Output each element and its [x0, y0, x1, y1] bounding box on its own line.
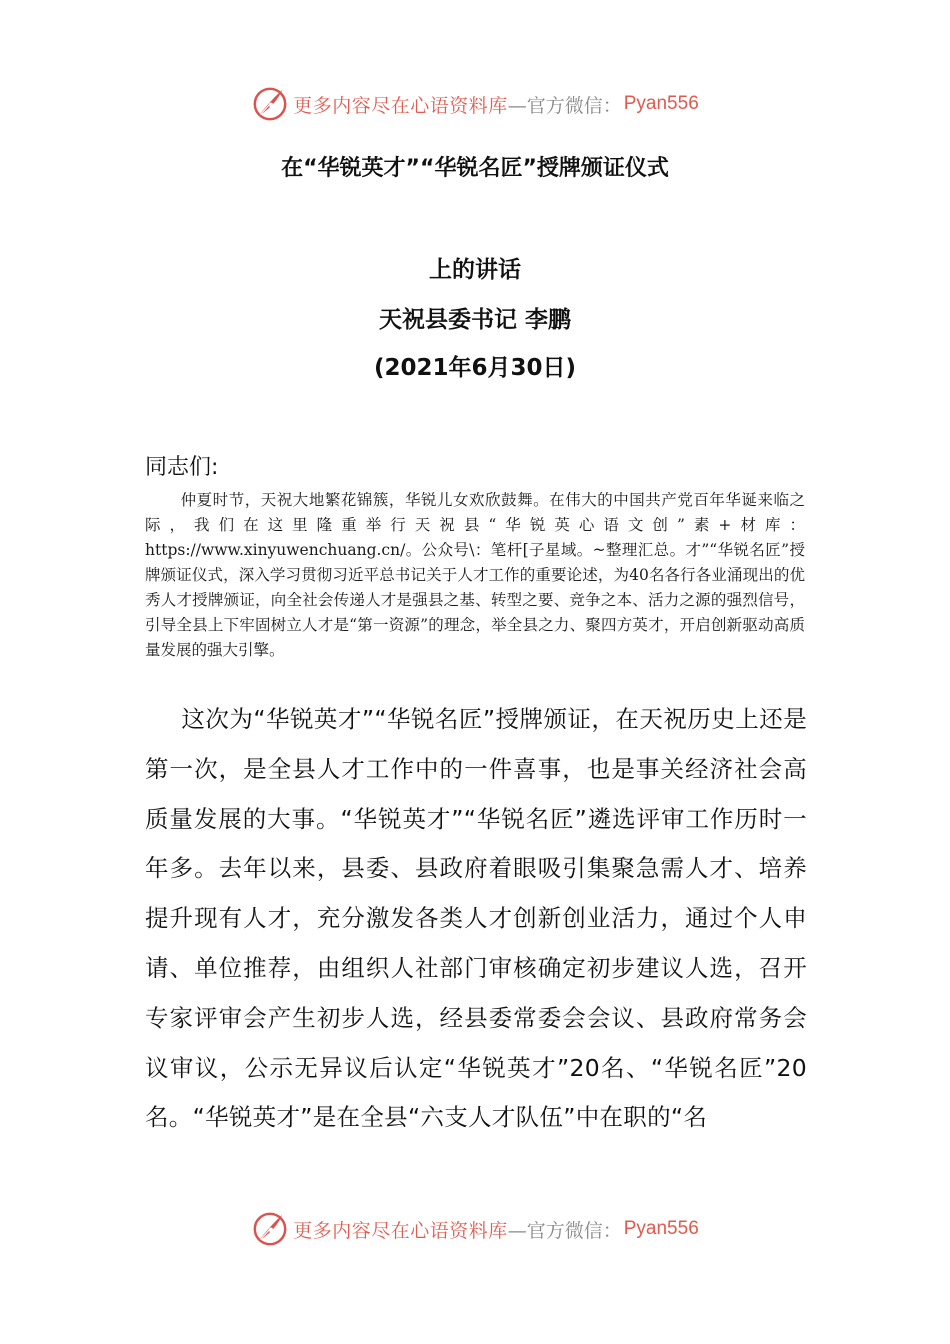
document-date: (2021年6月30日)	[373, 355, 577, 381]
watermark-official-label: —官方微信：	[507, 94, 622, 117]
quill-pen-logo-icon	[251, 1210, 289, 1248]
watermark-official-label: —官方微信：	[507, 1219, 622, 1242]
document-title: 在“华锐英才”“华锐名匠”授牌颁证仪式	[281, 156, 669, 181]
paragraph-opening: 仲夏时节，天祝大地繁花锦簇，华锐儿女欢欣鼓舞。在伟大的中国共产党百年华诞来临之际，我们在这里隆重举行天祝县“华锐英心语文创”素+材库：https://www.xinyuwenchuang.cn/。公众号\：笔杆[子星域。~整理汇总。才”“华锐名匠”授牌颁证仪式，深入学习贯彻习近平总书记关于人才工作的重要论述，为40名各行各业涌现出的优秀人才授牌颁证，向全社会传递人才是强县之基、转型之要、竞争之本、活力之源的强烈信号，引导全县上下牢固树立人才是“第一资源”的理念，举全县之力、聚四方英才，开启创新驱动高质量发展的强大引擎。	[145, 491, 805, 659]
watermark-text: 更多内容尽在心语资料库	[293, 94, 508, 117]
document-subtitle: 上的讲话	[429, 257, 521, 283]
watermark-wechat-id: Pyan556	[623, 1218, 699, 1239]
watermark-text: 更多内容尽在心语资料库	[293, 1219, 508, 1242]
watermark-header	[0, 84, 950, 124]
salutation: 同志们:	[145, 455, 219, 480]
paragraph-body: 这次为“华锐英才”“华锐名匠”授牌颁证，在天祝历史上还是第一次，是全县人才工作中的一件喜事，也是事关经济社会高质量发展的大事。“华锐英才”“华锐名匠”遴选评审工作历时一年多。去年以来，县委、县政府着眼吸引集聚急需人才、培养提升现有人才，充分激发各类人才创新创业活力，通过个人申请、单位推荐，由组织人社部门审核确定初步建议人选，召开专家评审会产生初步人选，经县委常委会会议、县政府常务会议审议，公示无异议后认定“华锐英才”20名、“华锐名匠”20名。“华锐英才”是在全县“六支人才队伍”中在职的“名	[145, 705, 807, 1132]
quill-pen-logo-icon	[251, 85, 289, 123]
watermark-wechat-id: Pyan556	[623, 93, 699, 114]
watermark-footer	[0, 1209, 950, 1249]
document-speaker: 天祝县委书记 李鹏	[378, 307, 571, 333]
